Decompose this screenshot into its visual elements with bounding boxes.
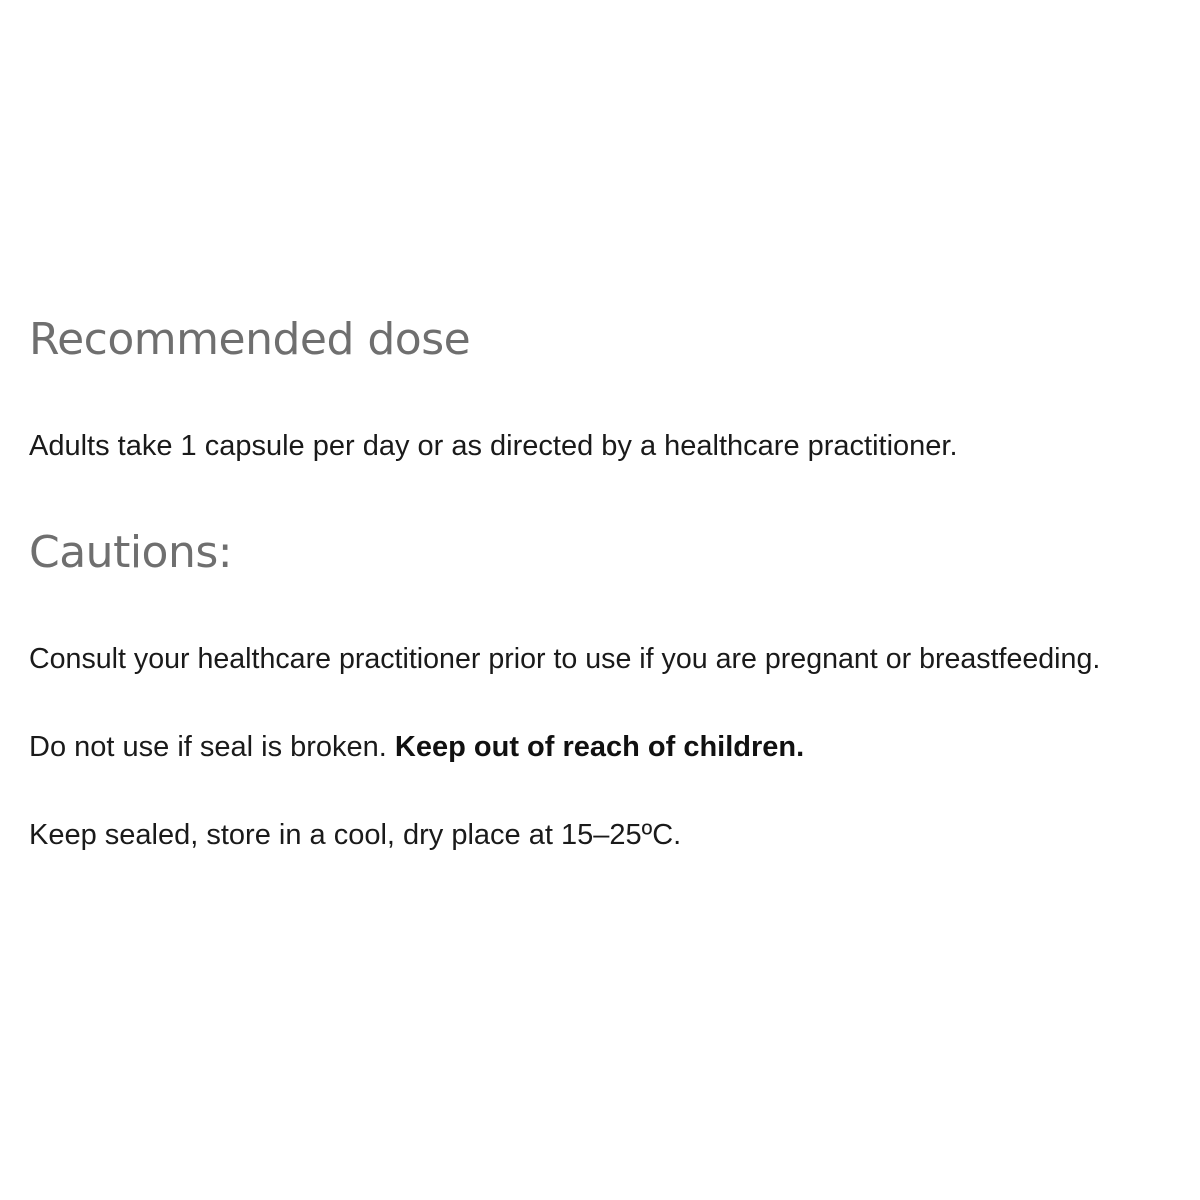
caution-seal-text (29, 729, 804, 765)
caution-storage-text: Keep sealed, store in a cool, dry place at 15–25ºC. (29, 819, 682, 851)
cautions-heading: Cautions: (29, 527, 233, 578)
caution-children-warning: Keep out of reach of children. (394, 731, 805, 763)
recommended-dose-heading: Recommended dose (29, 314, 471, 365)
caution-seal-regular: Do not use if seal is broken. (29, 731, 395, 763)
recommended-dose-text: Adults take 1 capsule per day or as directed by a healthcare practitioner. (29, 430, 958, 462)
caution-pregnancy-text: Consult your healthcare practitioner prior to use if you are pregnant or breastfeeding. (29, 643, 1101, 675)
